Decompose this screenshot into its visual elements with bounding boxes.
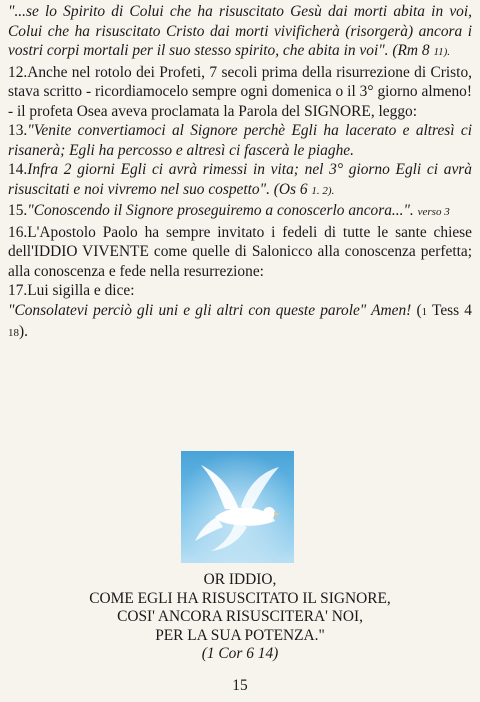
- paragraph-16: 16.L'Apostolo Paolo ha sempre invitato i fedeli di tutte le sante chiese dell'IDDIO VIVENTE come quelle di Salonicco alla conoscenza perfetta; alla conoscenza e fede nella resurrezione:: [8, 223, 472, 280]
- closing-verse: [0, 571, 480, 664]
- page-number: 15: [232, 677, 248, 694]
- paragraph-15: 15."Conoscendo il Signore proseguiremo a conoscerlo ancora...". verso 3: [8, 202, 450, 219]
- paragraph-12: 12.Anche nel rotolo dei Profeti, 7 secoli prima della risurrezione di Cristo, stava scritto - ricordiamocelo sempre ogni domenica o il 3° giorno almeno! - il profeta Osea aveva proclamata la Parola del SIGNORE, leggo:: [8, 63, 472, 120]
- paragraph-13: 13."Venite convertiamoci al Signore perchè Egli ha lacerato e altresì ci risanerà; Egli ha percosso e altresì ci fascerà le piaghe.: [8, 122, 472, 159]
- closing-line-4: PER LA SUA POTENZA.": [155, 626, 325, 644]
- dove-image: [181, 451, 294, 563]
- paragraph-17-quote: "Consolatevi perciò gli uni e gli altri con queste parole" Amen! (1 Tess 4 18).: [8, 301, 472, 340]
- closing-line-1: OR IDDIO,: [203, 571, 277, 588]
- closing-line-2: COME EGLI HA RISUSCITATO IL SIGNORE,: [89, 589, 391, 607]
- dove-icon: [181, 451, 294, 563]
- closing-reference: (1 Cor 6 14): [201, 645, 279, 662]
- body-text: [8, 2, 472, 344]
- paragraph-17: 17.Lui sigilla e dice:: [8, 282, 135, 299]
- paragraph-14: 14.Infra 2 giorni Egli ci avrà rimessi in vita; nel 3° giorno Egli ci avrà risuscitati e noi vivremo nel suo cospetto". (Os 6 1. 2).: [8, 161, 472, 198]
- closing-line-3: COSI' ANCORA RISUSCITERA' NOI,: [117, 608, 363, 625]
- paragraph-romans: "...se lo Spirito di Colui che ha risuscitato Gesù dai morti abita in voi, Colui che ha risuscitato Cristo dai morti vivificherà (risorgerà) ancora i vostri corpi mortali per il suo stesso spirito, che abita in voi". (Rm 8 11).: [8, 3, 472, 59]
